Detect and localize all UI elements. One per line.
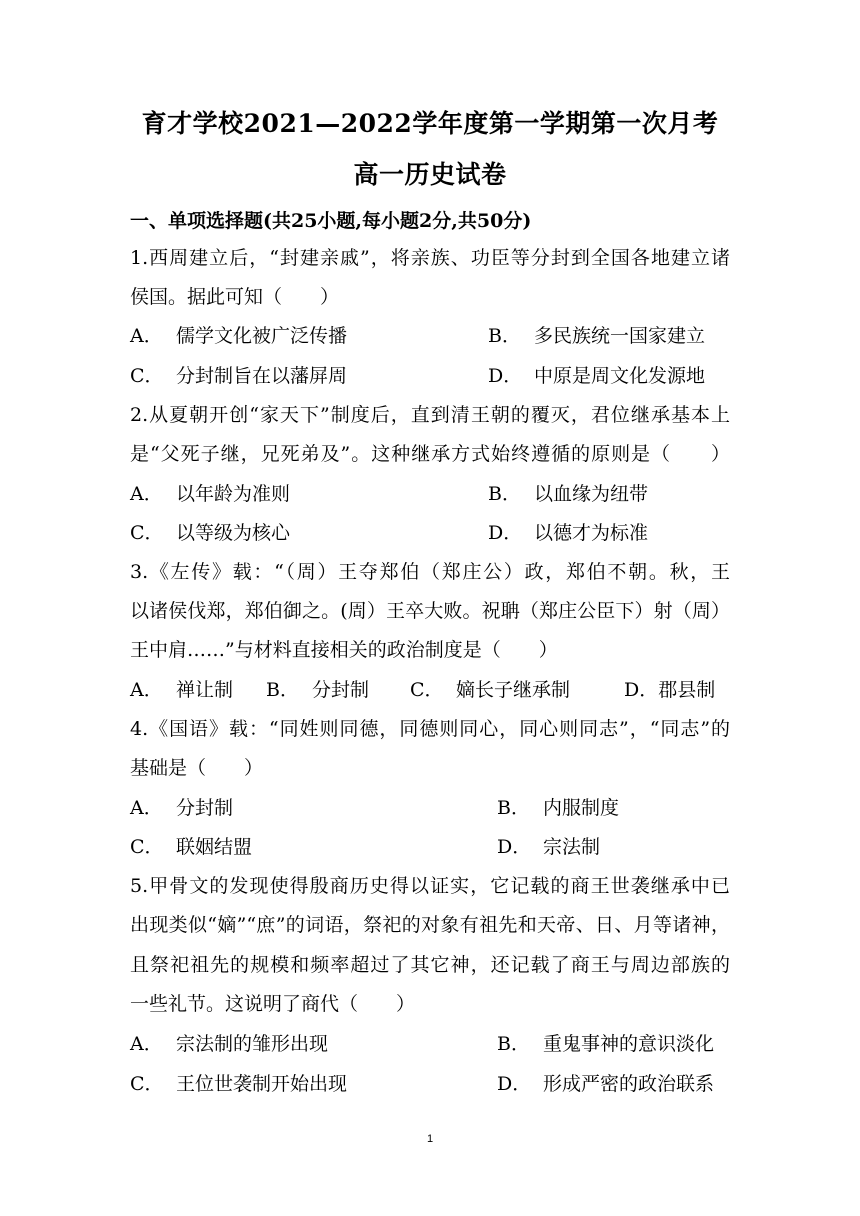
option-text: 以血缘为纽带 [534, 483, 649, 505]
question-5-line-3: 且祭祀祖先的规模和频率超过了其它神，还记载了商王与周边部族的 [130, 954, 730, 976]
question-2-line-2: 是“父死子继，兄死弟及”。这种继承方式始终遵循的原则是（ ） [130, 443, 730, 465]
option-letter: D． [624, 679, 659, 701]
option-text: 宗法制 [543, 836, 601, 858]
option-text: 宗法制的雏形出现 [176, 1033, 329, 1055]
question-4-option-b [497, 795, 619, 821]
option-letter: B． [488, 325, 521, 347]
question-3-option-c [410, 677, 570, 703]
option-letter: C． [410, 679, 444, 701]
option-letter: A． [130, 325, 163, 347]
option-text: 多民族统一国家建立 [534, 325, 706, 347]
question-5-line-1: 5.甲骨文的发现使得殷商历史得以证实，它记载的商王世袭继承中已 [130, 875, 730, 897]
question-2-line-1: 2.从夏朝开创“家天下”制度后，直到清王朝的覆灭，君位继承基本上 [130, 404, 730, 426]
question-5-option-a [130, 1031, 328, 1057]
option-text: 内服制度 [543, 797, 620, 819]
question-5-line-2: 出现类似“嫡”“庶”的词语，祭祀的对象有祖先和天帝、日、月等诸神， [130, 914, 730, 936]
question-4-option-c [130, 834, 252, 860]
option-letter: B． [488, 483, 521, 505]
option-letter: C． [130, 1073, 164, 1095]
option-letter: C． [130, 365, 164, 387]
option-letter: C． [130, 522, 164, 544]
option-text: 禅让制 [176, 679, 234, 701]
question-1-option-b [488, 323, 705, 349]
question-3-line-1: 3.《左传》载：“（周）王夺郑伯（郑庄公）政，郑伯不朝。秋，王 [130, 561, 730, 583]
option-text: 中原是周文化发源地 [534, 365, 706, 387]
option-letter: A． [130, 797, 163, 819]
option-letter: B． [266, 679, 299, 701]
option-letter: A． [130, 1033, 163, 1055]
option-text: 以等级为核心 [176, 522, 291, 544]
option-letter: A． [130, 679, 163, 701]
option-text: 王位世袭制开始出现 [176, 1073, 348, 1095]
question-1-option-d [488, 363, 705, 389]
exam-title: 育才学校2021—2022学年度第一学期第一次月考 [141, 109, 719, 138]
question-5-option-c [130, 1071, 347, 1097]
question-2-option-a [130, 481, 290, 507]
question-3-line-3: 王中肩……”与材料直接相关的政治制度是（ ） [130, 639, 558, 661]
option-text: 分封制旨在以藩屏周 [176, 365, 348, 387]
option-letter: D． [488, 522, 523, 544]
option-text: 儒学文化被广泛传播 [176, 325, 348, 347]
option-letter: B． [497, 1033, 530, 1055]
option-letter: D． [497, 1073, 532, 1095]
question-3-option-a [130, 677, 233, 703]
question-4-option-d [497, 834, 600, 860]
section-heading: 一、单项选择题(共25小题,每小题2分,共50分) [130, 210, 532, 232]
option-text: 嫡长子继承制 [456, 679, 571, 701]
question-5-line-4: 一些礼节。这说明了商代（ ） [130, 993, 416, 1015]
question-1-line-1: 1.西周建立后，“封建亲戚”，将亲族、功臣等分封到全国各地建立诸 [130, 247, 730, 269]
question-3-option-d [624, 677, 715, 703]
option-text: 以年龄为准则 [176, 483, 291, 505]
question-1-option-c [130, 363, 347, 389]
option-letter: C． [130, 836, 164, 858]
option-letter: A． [130, 483, 163, 505]
option-text: 分封制 [312, 679, 370, 701]
option-letter: B． [497, 797, 530, 819]
exam-subtitle: 高一历史试卷 [353, 160, 507, 189]
question-5-option-d [497, 1071, 714, 1097]
question-2-option-d [488, 520, 648, 546]
question-4-line-2: 基础是（ ） [130, 757, 264, 779]
option-text: 形成严密的政治联系 [543, 1073, 715, 1095]
question-2-option-b [488, 481, 648, 507]
question-2-option-c [130, 520, 290, 546]
question-3-line-2: 以诸侯伐郑，郑伯御之。(周）王卒大败。祝聃（郑庄公臣下）射（周） [130, 600, 730, 622]
question-5-option-b [497, 1031, 714, 1057]
option-letter: D． [488, 365, 523, 387]
option-text: 以德才为标准 [534, 522, 649, 544]
question-1-line-2: 侯国。据此可知（ ） [130, 286, 340, 308]
option-text: 郡县制 [658, 679, 716, 701]
question-4-option-a [130, 795, 233, 821]
option-text: 联姻结盟 [176, 836, 253, 858]
question-4-line-1: 4.《国语》载：“同姓则同德，同德则同心，同心则同志”，“同志”的 [130, 718, 730, 740]
option-text: 重鬼事神的意识淡化 [543, 1033, 715, 1055]
page-number: 1 [426, 1133, 434, 1145]
option-text: 分封制 [176, 797, 234, 819]
question-1-option-a [130, 323, 347, 349]
question-3-option-b [266, 677, 369, 703]
option-letter: D． [497, 836, 532, 858]
